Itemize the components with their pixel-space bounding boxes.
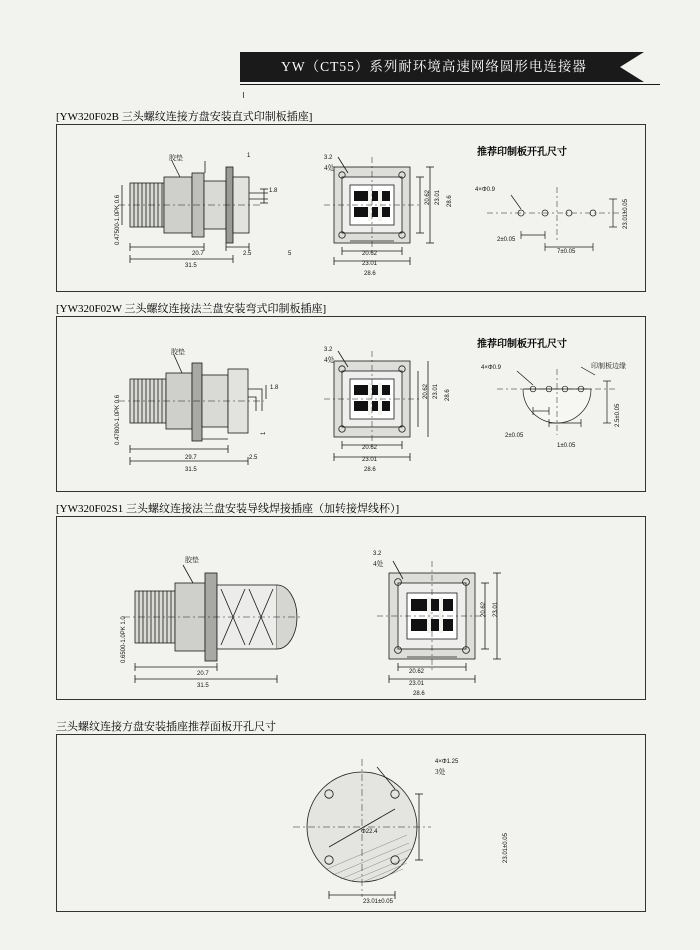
section-2-dim-a: 29.7 bbox=[185, 455, 197, 461]
section-2-dim-c: 2.5 bbox=[249, 455, 258, 461]
section-3-front-h2: 23.01 bbox=[493, 601, 499, 617]
section-2-front-h1: 20.62 bbox=[423, 383, 429, 399]
section-1-dim-d: 5 bbox=[288, 251, 292, 257]
section-4-dim-h: 23.01±0.05 bbox=[363, 899, 393, 905]
section-1-pcb-tol2: 7±0.05 bbox=[557, 249, 576, 255]
section-2-front-w2: 23.01 bbox=[362, 457, 378, 463]
header-arrow-icon bbox=[620, 52, 644, 82]
section-1-front-w1: 20.62 bbox=[362, 251, 378, 257]
section-2-pcb-tol1: 2±0.05 bbox=[505, 433, 524, 439]
section-3-title: [YW320F02S1 三头螺纹连接法兰盘安装导线焊接插座（加转接焊线杯）] bbox=[56, 503, 400, 515]
section-2-gasket-label: 胶垫 bbox=[171, 348, 185, 356]
section-2-pcb-hole: 4×Φ0.9 bbox=[481, 365, 501, 371]
section-1-pcb-tol3: 23.01±0.05 bbox=[623, 199, 629, 229]
section-4-box bbox=[56, 734, 646, 912]
section-2-title: [YW320F02W 三头螺纹连接法兰盘安装弯式印制板插座] bbox=[56, 303, 327, 315]
section-2-front-h2: 23.01 bbox=[433, 383, 439, 399]
section-3-dim-b: 31.5 bbox=[197, 683, 209, 689]
section-1-front-h2: 23.01 bbox=[435, 189, 441, 205]
section-1-gasket-label: 胶垫 bbox=[169, 154, 183, 162]
section-2-pcb-edge: 印制板边缘 bbox=[591, 362, 626, 370]
section-3-front-w1: 20.62 bbox=[409, 669, 425, 675]
section-1-box bbox=[56, 124, 646, 292]
section-1-pcb-tol1: 2±0.05 bbox=[497, 237, 516, 243]
section-2-box bbox=[56, 316, 646, 492]
section-3-front-view bbox=[357, 547, 547, 697]
section-1-dim-e: 1.8 bbox=[269, 188, 278, 194]
section-2-dim-b: 31.5 bbox=[185, 467, 197, 473]
section-2-side-view bbox=[112, 339, 312, 479]
section-2-knurl-top: 3.2 bbox=[324, 347, 333, 353]
section-1-dim-b: 31.5 bbox=[185, 263, 197, 269]
section-1-pcb-pattern bbox=[477, 173, 637, 273]
section-2-front-w3: 28.6 bbox=[364, 467, 376, 473]
section-2-thread-label: 0.47800-1.0PK 0.6 bbox=[115, 394, 121, 445]
section-3-front-h1: 20.62 bbox=[481, 601, 487, 617]
section-1-right-heading: 推荐印制板开孔尺寸 bbox=[477, 147, 567, 158]
section-1-side-view bbox=[112, 147, 312, 277]
section-2-front-w1: 20.62 bbox=[362, 445, 378, 451]
section-2-right-heading: 推荐印制板开孔尺寸 bbox=[477, 339, 567, 350]
section-4-hole-note: 3处 bbox=[435, 768, 446, 776]
section-4-dim-v: 23.01±0.05 bbox=[503, 833, 509, 863]
section-3-knurl-top: 3.2 bbox=[373, 551, 382, 557]
section-1-knurl-top: 3.2 bbox=[324, 155, 333, 161]
section-3-thread-label: 0.6500-1.0PK 1.0 bbox=[121, 616, 127, 663]
section-2-front-h3: 28.6 bbox=[445, 389, 451, 401]
section-1-pcb-hole: 4×Φ0.9 bbox=[475, 187, 495, 193]
section-3-front-w2: 23.01 bbox=[409, 681, 425, 687]
section-1-callout-1: 1 bbox=[247, 153, 251, 159]
section-2-knurl-bottom: 4处 bbox=[324, 356, 335, 364]
section-1-front-w3: 28.6 bbox=[364, 271, 376, 277]
section-4-title: 三头螺纹连接方盘安装插座推荐面板开孔尺寸 bbox=[56, 721, 276, 733]
section-3-side-view bbox=[117, 547, 347, 697]
section-2-pcb-tol3: 2.5±0.05 bbox=[615, 403, 621, 427]
section-1-title: [YW320F02B 三头螺纹连接方盘安装直式印制板插座] bbox=[56, 111, 313, 123]
section-1-front-h1: 20.62 bbox=[425, 189, 431, 205]
header-banner bbox=[240, 52, 660, 82]
section-1-front-w2: 23.01 bbox=[362, 261, 378, 267]
section-4-hole: 4×Φ1.25 bbox=[435, 759, 459, 765]
section-1-knurl-bottom: 4处 bbox=[324, 164, 335, 172]
section-1-front-h3: 28.6 bbox=[447, 195, 453, 207]
section-2-dim-e: 1 bbox=[261, 431, 267, 435]
section-3-dim-a: 20.7 bbox=[197, 671, 209, 677]
page-title: YW（CT55）系列耐环境高速网络圆形电连接器 bbox=[281, 59, 587, 74]
header-rule bbox=[240, 84, 660, 85]
section-4-bore: Φ22.4 bbox=[361, 829, 378, 835]
section-1-dim-a: 20.7 bbox=[192, 251, 204, 257]
section-2-pcb-tol2: 1±0.05 bbox=[557, 443, 576, 449]
section-3-gasket-label: 胶垫 bbox=[185, 556, 199, 564]
section-3-box bbox=[56, 516, 646, 700]
section-1-thread-label: 0.47500-1.0PK 0.6 bbox=[115, 194, 121, 245]
section-2-dim-d: 1.8 bbox=[270, 385, 279, 391]
crop-tick-icon bbox=[243, 92, 244, 98]
section-3-front-w3: 28.6 bbox=[413, 691, 425, 697]
section-3-knurl-bottom: 4处 bbox=[373, 560, 384, 568]
section-1-dim-c: 2.5 bbox=[243, 251, 252, 257]
